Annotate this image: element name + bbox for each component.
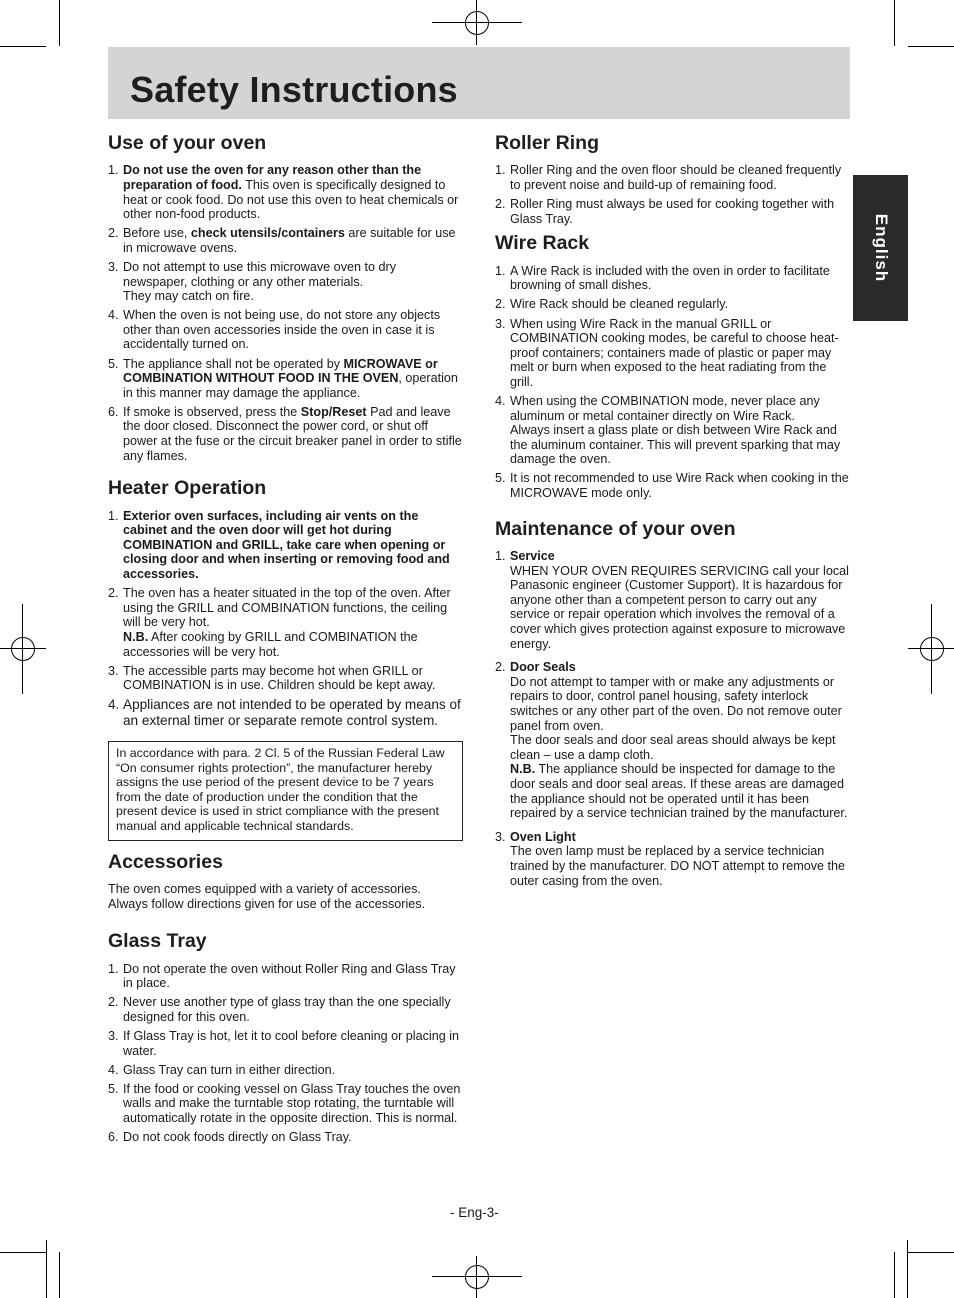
rack-item-3: 3. When using Wire Rack in the manual GRILL or COMBINATION cooking modes, be careful to choose heat-proof containers; containers made of plastic or paper may melt or burn when exposed to the heat radiating from the grill. [495,316,839,389]
heater-item-2: 2. The oven has a heater situated in the top of the oven. After using the GRILL and COMBINATION functions, the ceiling will be very hot. N.B. After cooking by GRILL and COMBINATION the accessories will be very hot. [108,586,451,659]
roller-item-1: 1. Roller Ring and the oven floor should be cleaned frequently to prevent noise and build-up of remaining food. [495,163,842,193]
rack-item-4: 4. When using the COMBINATION mode, never place any aluminum or metal container directly on Wire Rack. Always insert a glass plate or dish between Wire Rack and the aluminum container. This will prevent sparking that may damage the oven. [495,394,841,467]
russian-law-notice: In accordance with para. 2 Cl. 5 of the Russian Federal Law “On consumer rights protection”, the manufacturer hereby assigns the use period of the present device to be 7 years from the date of production under the condition that the present device is used in strict compliance with the present manual and applicable technical standards. [108,741,463,841]
maint-item-door-seals: 2. Door Seals Do not attempt to tamper with or make any adjustments or repairs to door, control panel housing, safety interlock switches or any other part of the oven. Do not remove outer panel from oven. The door seals and door seal areas should always be kept clean – use a damp cloth. N.B. The appliance should be inspected for damage to the door seals and door seal areas. If these areas are damaged the appliance should not be operated until it has been repaired by a service technician trained by the manufacturer. [495,660,848,821]
language-tab-label: English [871,213,891,283]
use-item-4: 4. When the oven is not being use, do not store any objects other than oven accessories inside the oven in case it is accidentally turned on. [108,308,441,352]
glass-item-2: 2. Never use another type of glass tray than the one specially designed for this oven. [108,995,451,1024]
use-item-2: 2. Before use, check utensils/containers are suitable for use in microwave ovens. [108,226,456,255]
left-column [108,133,463,1149]
glass-section [108,931,463,1144]
page-title: Safety Instructions [130,69,458,110]
heater-item-3: 3. The accessible parts may become hot when GRILL or COMBINATION is in use. Children should be kept away. [108,663,436,693]
rack-section [495,233,849,500]
heater-heading: Heater Operation [108,477,267,500]
use-heading: Use of your oven [108,132,267,154]
roller-list [495,163,849,226]
maint-item-service: 1. Service WHEN YOUR OVEN REQUIRES SERVICING call your local Panasonic engineer (Customer Support). It is hazardous for anyone other than a competent person to carry out any service or repair operation which involves the removal of a cover which gives protection against exposure to microwave energy. [495,549,849,651]
accessories-text: The oven comes equipped with a variety of accessories. Always follow directions given for use of the accessories. [108,882,426,911]
accessories-heading: Accessories [108,850,223,873]
right-column [495,133,849,893]
rack-item-5: 5. It is not recommended to use Wire Rack when cooking in the MICROWAVE mode only. [495,471,849,501]
maint-heading: Maintenance of your oven [495,517,736,540]
heater-item-1: 1. Exterior oven surfaces, including air vents on the cabinet and the oven door will get hot during COMBINATION and GRILL, take care when opening or closing door and when inserting or removing food and accessories. [108,508,450,582]
use-section [108,133,463,463]
use-list [108,163,463,463]
glass-heading: Glass Tray [108,930,207,953]
glass-item-1: 1. Do not operate the oven without Roller Ring and Glass Tray in place. [108,961,456,991]
roller-heading: Roller Ring [495,132,600,154]
use-item-5: 5. The appliance shall not be operated by MICROWAVE or COMBINATION WITHOUT FOOD IN THE OVEN, operation in this manner may damage the appliance. [108,356,458,400]
rack-item-2: 2. Wire Rack should be cleaned regularly. [495,297,729,312]
maint-list [495,549,849,888]
glass-item-5: 5. If the food or cooking vessel on Glass Tray touches the oven walls and make the turntable stop rotating, the turntable will automatically rotate in the opposite direction. This is normal. [108,1081,461,1126]
heater-list-extra [108,697,463,728]
maint-item-oven-light: 3. Oven Light The oven lamp must be replaced by a service technician trained by the manufacturer. DO NOT attempt to remove the outer casing from the oven. [495,829,846,888]
glass-item-6: 6. Do not cook foods directly on Glass Tray. [108,1130,352,1145]
use-item-3: 3. Do not attempt to use this microwave oven to dry newspaper, clothing or any other materials. They may catch on fire. [108,260,396,304]
glass-item-4: 4. Glass Tray can turn in either direction. [108,1062,336,1077]
roller-section [495,133,849,226]
glass-item-3: 3. If Glass Tray is hot, let it to cool before cleaning or placing in water. [108,1029,460,1058]
rack-item-1: 1. A Wire Rack is included with the oven in order to facilitate browning of small dishes. [495,263,830,293]
glass-list [108,962,463,1145]
heater-section [108,478,463,840]
heater-item-4: 4. Appliances are not intended to be operated by means of an external timer or separate remote control system. [108,697,461,728]
language-tab [853,175,908,321]
title-band [108,47,850,119]
use-item-6: 6. If smoke is observed, press the Stop/Reset Pad and leave the door closed. Disconnect the power cord, or shut off power at the fuse or the circuit breaker panel in order to stifle any flames. [108,404,462,463]
rack-list [495,264,849,501]
accessories-section [108,852,463,912]
maint-section [495,519,849,889]
roller-item-2: 2. Roller Ring must always be used for cooking together with Glass Tray. [495,197,835,226]
heater-list [108,509,463,693]
page-number: - Eng-3- [450,1205,499,1220]
rack-heading: Wire Rack [495,232,590,255]
use-item-1: 1. Do not use the oven for any reason other than the preparation of food. This oven is specifically designed to heat or cook food. Do not use this oven to heat chemicals or other non-food products. [108,163,459,222]
